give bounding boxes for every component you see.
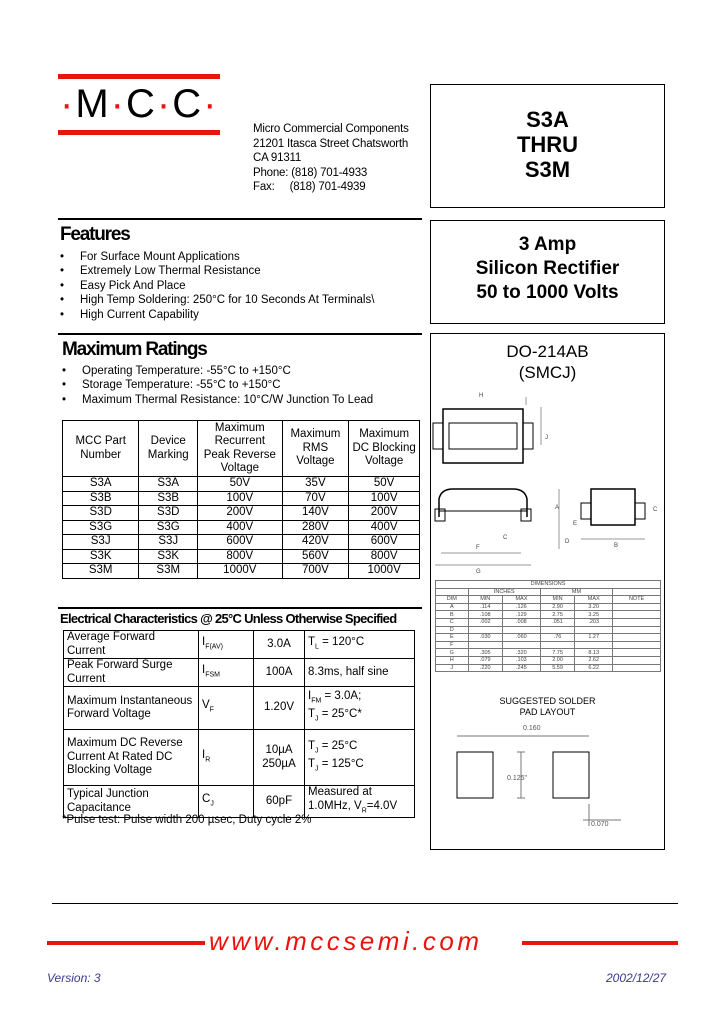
dims-row	[436, 618, 661, 626]
symbol-cell: $C_J$	[199, 786, 254, 818]
table-cell: S3J	[139, 535, 198, 550]
param-cell: Average Forward Current	[64, 631, 199, 659]
table-cell: 1000V	[198, 564, 282, 579]
pad-height-dim: 0.125"	[507, 775, 528, 782]
table-cell: 100V	[349, 491, 420, 506]
desc-line-3: 50 to 1000 Volts	[476, 282, 619, 303]
col-header: Maximum Recurrent Peak Reverse Voltage	[198, 421, 282, 477]
dims-title: DIMENSIONS	[436, 581, 661, 589]
dims-group: INCHES	[468, 588, 540, 596]
dims-row	[436, 611, 661, 619]
dims-row	[436, 634, 661, 642]
list-item: • Easy Pick And Place	[60, 279, 374, 293]
col-header: MCC Part Number	[63, 421, 139, 477]
dims-cell: 3.20	[575, 603, 613, 611]
package-box	[430, 333, 665, 850]
package-alt: (SMCJ)	[518, 363, 577, 382]
dims-cell: .76	[540, 634, 574, 642]
value-cell: 1.20V	[254, 687, 305, 730]
elec-table	[63, 630, 415, 818]
dims-cell: .103	[502, 656, 540, 664]
description-box	[430, 220, 665, 324]
dim-label: F	[476, 545, 480, 551]
package-side-view	[439, 489, 527, 517]
table-cell: S3B	[139, 491, 198, 506]
solder-pad-drawing	[431, 722, 664, 834]
param-cell: Typical Junction Capacitance	[64, 786, 199, 818]
table-row	[63, 549, 420, 564]
desc-line-1: 3 Amp	[518, 234, 577, 255]
table-row	[64, 786, 415, 818]
dims-cell	[613, 649, 661, 657]
value-cell: 3.0A	[254, 631, 305, 659]
table-row	[63, 491, 420, 506]
dims-cell	[502, 641, 540, 649]
dims-cell: .051	[540, 618, 574, 626]
part-line-2: THRU	[516, 132, 579, 157]
list-item: • Maximum Thermal Resistance: 10°C/W Junction To Lead	[62, 393, 373, 407]
table-row	[64, 730, 415, 786]
table-cell: 700V	[282, 564, 349, 579]
dims-cell: 3.25	[575, 611, 613, 619]
dims-col-header: MAX	[502, 596, 540, 604]
dims-cell	[540, 626, 574, 634]
dims-cell: D	[436, 626, 469, 634]
dims-cell	[502, 626, 540, 634]
dims-cell	[613, 634, 661, 642]
dims-row	[436, 664, 661, 672]
list-item: • For Surface Mount Applications	[60, 250, 374, 264]
dim-label: D	[565, 539, 570, 545]
footer-rule	[52, 903, 678, 904]
table-cell: S3K	[63, 549, 139, 564]
cond-cell: Measured at 1.0MHz, $V_R=4.0V$	[305, 786, 415, 818]
table-cell: 420V	[282, 535, 349, 550]
dims-cell: 2.00	[540, 656, 574, 664]
logo-top-bar	[58, 74, 220, 79]
solder-layout-title: SUGGESTED SOLDER PAD LAYOUT	[499, 696, 596, 717]
company-city: CA 91311	[253, 152, 302, 165]
dims-col-header: MIN	[540, 596, 574, 604]
dims-cell: A	[436, 603, 469, 611]
elec-title: Electrical Characteristics @ 25°C Unless Otherwise Specified	[60, 611, 397, 626]
part-line-3: S3M	[524, 157, 571, 182]
dims-cell	[613, 611, 661, 619]
list-item: • High Temp Soldering: 250°C for 10 Seconds At Terminals\	[60, 293, 374, 307]
param-cell: Maximum Instantaneous Forward Voltage	[64, 687, 199, 730]
dims-cell: .320	[502, 649, 540, 657]
table-row	[64, 631, 415, 659]
dim-label: G	[476, 569, 481, 575]
package-name: DO-214AB	[506, 342, 589, 361]
table-cell: S3D	[139, 506, 198, 521]
dims-cell: .129	[502, 611, 540, 619]
dims-row	[436, 626, 661, 634]
table-cell: 140V	[282, 506, 349, 521]
dims-cell	[468, 641, 502, 649]
table-row	[64, 687, 415, 730]
table-cell: 400V	[198, 520, 282, 535]
dims-cell: B	[436, 611, 469, 619]
dims-cell: E	[436, 634, 469, 642]
table-cell: 400V	[349, 520, 420, 535]
features-rule	[58, 218, 422, 220]
table-header-row	[63, 421, 420, 477]
dims-cell: 8.13	[575, 649, 613, 657]
dims-group: MM	[540, 588, 612, 596]
table-cell: 600V	[198, 535, 282, 550]
dims-cell: .305	[468, 649, 502, 657]
dim-label: H	[479, 393, 484, 399]
elec-rule	[58, 607, 422, 609]
table-cell: 70V	[282, 491, 349, 506]
dims-cell: H	[436, 656, 469, 664]
cond-cell: $I_{FM} = 3.0A$; $T_J = 25^\circ C*$	[305, 687, 415, 730]
dims-cell	[540, 641, 574, 649]
logo-bottom-bar	[58, 130, 220, 135]
dims-cell: G	[436, 649, 469, 657]
company-name: Micro Commercial Components	[253, 123, 409, 135]
table-cell: S3M	[63, 564, 139, 579]
table-cell: 100V	[198, 491, 282, 506]
list-item: • Operating Temperature: -55°C to +150°C	[62, 364, 373, 378]
dims-row	[436, 641, 661, 649]
dims-cell: 2.75	[540, 611, 574, 619]
table-cell: S3G	[63, 520, 139, 535]
pad-width-dim: 0.160	[523, 725, 541, 732]
dims-cell: 5.59	[540, 664, 574, 672]
dims-row	[436, 656, 661, 664]
dims-cell	[575, 641, 613, 649]
dims-cell	[613, 641, 661, 649]
dims-cell: 7.75	[540, 649, 574, 657]
table-cell: 600V	[349, 535, 420, 550]
dims-cell: .203	[575, 618, 613, 626]
table-cell: 50V	[198, 477, 282, 492]
table-cell: S3A	[139, 477, 198, 492]
table-row	[64, 659, 415, 687]
symbol-cell: $I_R$	[199, 730, 254, 786]
table-cell: S3K	[139, 549, 198, 564]
footer-bar-right	[522, 941, 678, 945]
col-header: Maximum RMS Voltage	[282, 421, 349, 477]
solder-pad-left	[457, 752, 493, 798]
dims-cell	[613, 603, 661, 611]
dims-cell	[613, 664, 661, 672]
table-cell: S3M	[139, 564, 198, 579]
company-address	[253, 122, 409, 195]
dims-cell: .220	[468, 664, 502, 672]
dim-label: B	[614, 543, 619, 549]
features-title: Features	[60, 224, 130, 245]
table-cell: S3A	[63, 477, 139, 492]
symbol-cell: $V_F$	[199, 687, 254, 730]
table-cell: S3G	[139, 520, 198, 535]
dims-cell: .126	[502, 603, 540, 611]
max-ratings-rule	[58, 333, 422, 335]
dims-col-header: DIM	[436, 596, 469, 604]
company-phone: Phone: (818) 701-4933	[253, 166, 368, 179]
cond-cell: $T_L = 120^\circ C$	[305, 631, 415, 659]
company-street: 21201 Itasca Street Chatsworth	[253, 137, 409, 150]
table-row	[63, 477, 420, 492]
dims-col-header: MAX	[575, 596, 613, 604]
dims-cell: F	[436, 641, 469, 649]
dim-label: C	[503, 535, 508, 541]
dims-cell: C	[436, 618, 469, 626]
symbol-cell: $I_{F(AV)}$	[199, 631, 254, 659]
date-text: 2002/12/27	[606, 971, 667, 985]
desc-line-2: Silicon Rectifier	[475, 258, 620, 279]
table-cell: 800V	[349, 549, 420, 564]
table-row	[63, 520, 420, 535]
dims-cell: .060	[502, 634, 540, 642]
dims-cell: 6.22	[575, 664, 613, 672]
logo-text: ·M·C·C·	[60, 82, 219, 126]
dims-cell: .114	[468, 603, 502, 611]
website-link[interactable]: www.mccsemi.com	[209, 926, 483, 956]
table-cell: 280V	[282, 520, 349, 535]
dims-col-header: NOTE	[613, 596, 661, 604]
solder-pad-right	[553, 752, 589, 798]
pulse-note: *Pulse test: Pulse width 200 µsec, Duty cycle 2%	[62, 814, 312, 826]
dim-label: E	[573, 521, 578, 527]
dims-cell	[613, 656, 661, 664]
dims-cell: .030	[468, 634, 502, 642]
pad-size-dim: 0.070	[591, 821, 609, 828]
table-cell: 560V	[282, 549, 349, 564]
cond-cell: 8.3ms, half sine	[305, 659, 415, 687]
list-item: • Extremely Low Thermal Resistance	[60, 264, 374, 278]
dim-label: J	[545, 435, 548, 441]
dims-cell	[613, 626, 661, 634]
value-cell: 60pF	[254, 786, 305, 818]
param-cell: Peak Forward Surge Current	[64, 659, 199, 687]
dims-cell: .002	[468, 618, 502, 626]
dims-cell: 1.27	[575, 634, 613, 642]
dims-row	[436, 649, 661, 657]
part-number-box	[430, 84, 665, 208]
dims-cell: .079	[468, 656, 502, 664]
table-cell: S3B	[63, 491, 139, 506]
col-header: Device Marking	[139, 421, 198, 477]
dimensions-table	[435, 580, 661, 672]
table-cell: S3J	[63, 535, 139, 550]
dims-col-header: MIN	[468, 596, 502, 604]
features-list	[60, 250, 374, 322]
list-item: • High Current Capability	[60, 308, 374, 322]
dims-cell: 2.62	[575, 656, 613, 664]
max-ratings-list	[62, 364, 373, 407]
dims-cell: .108	[468, 611, 502, 619]
table-cell: 1000V	[349, 564, 420, 579]
footer-bar-left	[47, 941, 205, 945]
col-header: Maximum DC Blocking Voltage	[349, 421, 420, 477]
cond-cell: $T_J = 25^\circ C$ $T_J = 125^\circ C$	[305, 730, 415, 786]
company-fax: Fax: (818) 701-4939	[253, 181, 366, 194]
table-cell: 50V	[349, 477, 420, 492]
part-line-1: S3A	[526, 107, 569, 132]
dim-label: C	[653, 507, 658, 513]
table-row	[63, 506, 420, 521]
list-item: • Storage Temperature: -55°C to +150°C	[62, 378, 373, 392]
value-cell: 10µA 250µA	[254, 730, 305, 786]
dim-label: A	[555, 505, 560, 511]
dims-cell: .008	[502, 618, 540, 626]
dims-cell: .245	[502, 664, 540, 672]
package-outline-drawing	[431, 389, 664, 579]
dims-cell	[468, 626, 502, 634]
table-cell: 800V	[198, 549, 282, 564]
dims-cell: 2.90	[540, 603, 574, 611]
ratings-table	[62, 420, 420, 579]
dims-cell: J	[436, 664, 469, 672]
value-cell: 100A	[254, 659, 305, 687]
table-row	[63, 564, 420, 579]
dims-cell	[575, 626, 613, 634]
dims-cell	[613, 618, 661, 626]
symbol-cell: $I_{FSM}$	[199, 659, 254, 687]
table-cell: S3D	[63, 506, 139, 521]
package-end-view	[591, 489, 635, 525]
table-cell: 200V	[349, 506, 420, 521]
dims-row	[436, 603, 661, 611]
param-cell: Maximum DC Reverse Current At Rated DC Blocking Voltage	[64, 730, 199, 786]
max-ratings-title: Maximum Ratings	[62, 339, 207, 360]
version-text: Version: 3	[47, 971, 101, 985]
table-cell: 35V	[282, 477, 349, 492]
table-row	[63, 535, 420, 550]
table-cell: 200V	[198, 506, 282, 521]
